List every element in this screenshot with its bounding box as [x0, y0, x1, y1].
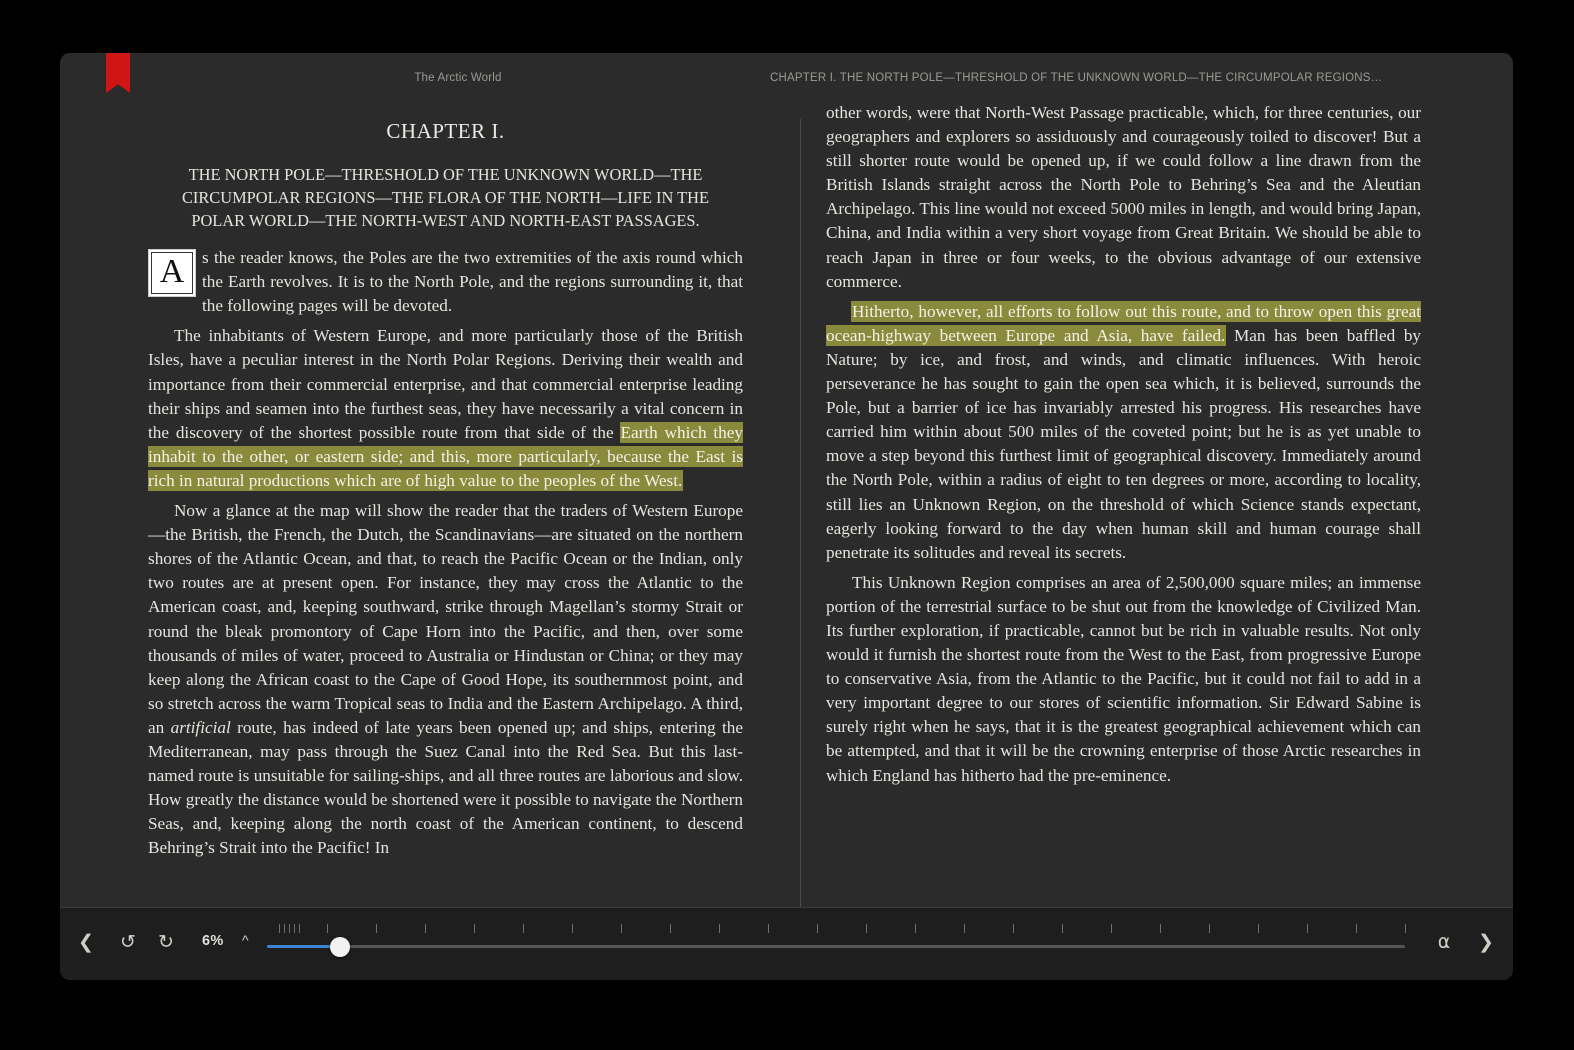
- paragraph-2: [148, 324, 743, 493]
- tick-mark: [1013, 924, 1014, 933]
- progress-slider[interactable]: [267, 924, 1405, 964]
- page-header-left: The Arctic World: [414, 72, 502, 84]
- tick-mark: [1356, 924, 1357, 933]
- paragraph-5: [826, 300, 1421, 565]
- progress-percent-label[interactable]: 6%: [202, 933, 224, 949]
- tick-mark: [768, 924, 769, 933]
- column-divider: [800, 119, 801, 949]
- tick-mark: [1258, 924, 1259, 933]
- paragraph-3: [148, 499, 743, 860]
- tick-mark: [327, 924, 328, 933]
- paragraph-1-text: s the reader knows, the Poles are the two extremities of the axis round which the Earth revolves. It is to the North Pole, and the regions surrounding it, that the following pages will be devoted.: [202, 248, 743, 316]
- tick-mark: [1160, 924, 1161, 933]
- bottom-toolbar: [60, 907, 1513, 980]
- tick-marks: [267, 924, 1405, 936]
- tick-mark: [1209, 924, 1210, 933]
- tick-mark: [376, 924, 377, 933]
- tick-mark: [299, 924, 300, 933]
- paragraph-3-text-a: Now a glance at the map will show the reader that the traders of Western Europe—the British, the French, the Dutch, the Scandinavians—are situated on the northern shores of the Atlantic Ocean, and that, to reach the Pacific Ocean or the Indian, only two routes are at present open. For instance, they may cross the Atlantic to the American coast, and, keeping southward, strike through Magellan’s stormy Strait or round the bleak promontory of Cape Horn into the Pacific, and then, over some thousands of miles of water, proceed to Australia or Hindustan or China; or they may keep along the African coast to the Cape of Good Hope, its southernmost point, and so stretch across the warm Tropical seas to India and the Eastern Archipelago. A third, an: [148, 501, 743, 737]
- chevron-right-icon[interactable]: ❯: [1478, 932, 1494, 953]
- undo-arrow-icon[interactable]: ↺: [120, 932, 136, 953]
- tick-mark: [425, 924, 426, 933]
- chapter-subtitle: THE NORTH POLE—THRESHOLD OF THE UNKNOWN WORLD—THE CIRCUMPOLAR REGIONS—THE FLORA OF THE NORTH—LIFE IN THE POLAR WORLD—THE NORTH-WEST AND NORTH-EAST PASSAGES.: [181, 165, 710, 231]
- page-header-right: CHAPTER I. THE NORTH POLE—THRESHOLD OF THE UNKNOWN WORLD—THE CIRCUMPOLAR REGIONS…: [770, 72, 1383, 84]
- tick-mark: [1062, 924, 1063, 933]
- tick-mark: [294, 924, 295, 933]
- tick-mark: [523, 924, 524, 933]
- paragraph-3-text-b: route, has indeed of late years been opened up; and ships, entering the Mediterranean, may pass through the Suez Canal into the Red Sea. But this last-named route is unsuitable for sailing-ships, and all three routes are laborious and slow. How greatly the distance would be shortened were it possible to navigate the Northern Seas, and, keeping along the north coast of the American continent, to descend Behring’s Strait into the Pacific! In: [148, 717, 743, 858]
- tick-mark: [1405, 924, 1406, 933]
- paragraph-2-text: The inhabitants of Western Europe, and more particularly those of the British Isles, have a peculiar interest in the North Polar Regions. Deriving their wealth and importance from their commercial enterprise, and that commercial enterprise leading their ships and seamen into the furthest seas, they have necessarily a vital concern in the discovery of the shortest possible route from that side of the: [148, 326, 743, 442]
- tick-mark: [572, 924, 573, 933]
- page-column-left: [148, 101, 743, 860]
- tick-mark: [289, 924, 290, 933]
- progress-fill: [267, 945, 340, 948]
- progress-thumb[interactable]: [330, 937, 350, 957]
- tick-mark: [279, 924, 280, 933]
- page-column-right: [826, 101, 1421, 788]
- drop-cap: A: [148, 249, 196, 297]
- tick-mark: [670, 924, 671, 933]
- tick-mark: [866, 924, 867, 933]
- tick-mark: [1307, 924, 1308, 933]
- tick-mark: [817, 924, 818, 933]
- tick-mark: [1111, 924, 1112, 933]
- paragraph-1: [148, 246, 743, 318]
- highlight-left[interactable]: Earth which they inhabit to the other, or eastern side; and this, more particularly, because the East is rich in natural productions which are of high value to the peoples of the West.: [148, 422, 743, 490]
- tick-mark: [964, 924, 965, 933]
- tick-mark: [719, 924, 720, 933]
- chapter-title: CHAPTER I.: [386, 119, 505, 143]
- headphones-icon[interactable]: ⍺: [1437, 932, 1451, 953]
- paragraph-3-italic: artificial: [170, 717, 231, 737]
- paragraph-4: other words, were that North-West Passage practicable, which, for three centuries, our geographers and explorers so assiduously and courageously toiled to discover! But a still shorter route would be opened up, if we could follow a line drawn from the British Islands straight across the North Pole to Behring’s Sea and the Aleutian Archipelago. This line would not exceed 5000 miles in length, and would bring Japan, China, and India within a very short voyage from Great Britain. We should be able to reach Japan in three or four weeks, to the obvious advantage of our extensive commerce.: [826, 103, 1421, 291]
- reader-window: [60, 53, 1513, 980]
- progress-track[interactable]: [267, 945, 1405, 948]
- paragraph-6: This Unknown Region comprises an area of 2,500,000 square miles; an immense portion of the terrestrial surface to be shut out from the knowledge of Civilized Man. Its further exploration, if practicable, cannot but be rich in valuable results. Not only would it furnish the shortest route from the West to the East, from progressive Europe to conservative Asia, from the Atlantic to the Pacific, but it could not fail to add in a very important degree to our stores of scientific information. Sir Edward Sabine is surely right when he says, that it is the greatest geographical achievement which can be attempted, and that it will be the crowning enterprise of those Arctic researches in which England has hitherto had the pre-eminence.: [826, 572, 1421, 785]
- tick-mark: [621, 924, 622, 933]
- redo-arrow-icon[interactable]: ↻: [158, 932, 174, 953]
- chevron-up-icon[interactable]: ^: [242, 932, 249, 948]
- paragraph-5-text: Man has been baffled by Nature; by ice, and frost, and winds, and climatic influences. With heroic perseverance he has sought to gain the open sea which, it is believed, surrounds the Pole, but a barrier of ice has invariably arrested his progress. His researches have carried him within about 500 miles of the coveted point; but he is as yet unable to move a step beyond this furthest limit of geographical discovery. Immediately around the North Pole, within a radius of eight to ten degrees or more, according to locality, still lies an Unknown Region, on the threshold of which Science stands expectant, eagerly looking forward to the day when human skill and human courage shall penetrate its solitudes and reveal its secrets.: [826, 325, 1422, 562]
- chevron-left-icon[interactable]: ❮: [78, 932, 94, 953]
- tick-mark: [284, 924, 285, 933]
- tick-mark: [474, 924, 475, 933]
- tick-mark: [915, 924, 916, 933]
- highlight-right[interactable]: Hitherto, however, all efforts to follow out this route, and to throw open this great ocean-highway between Europe and Asia, have failed.: [826, 301, 1421, 345]
- bookmark-ribbon-icon[interactable]: [106, 53, 130, 93]
